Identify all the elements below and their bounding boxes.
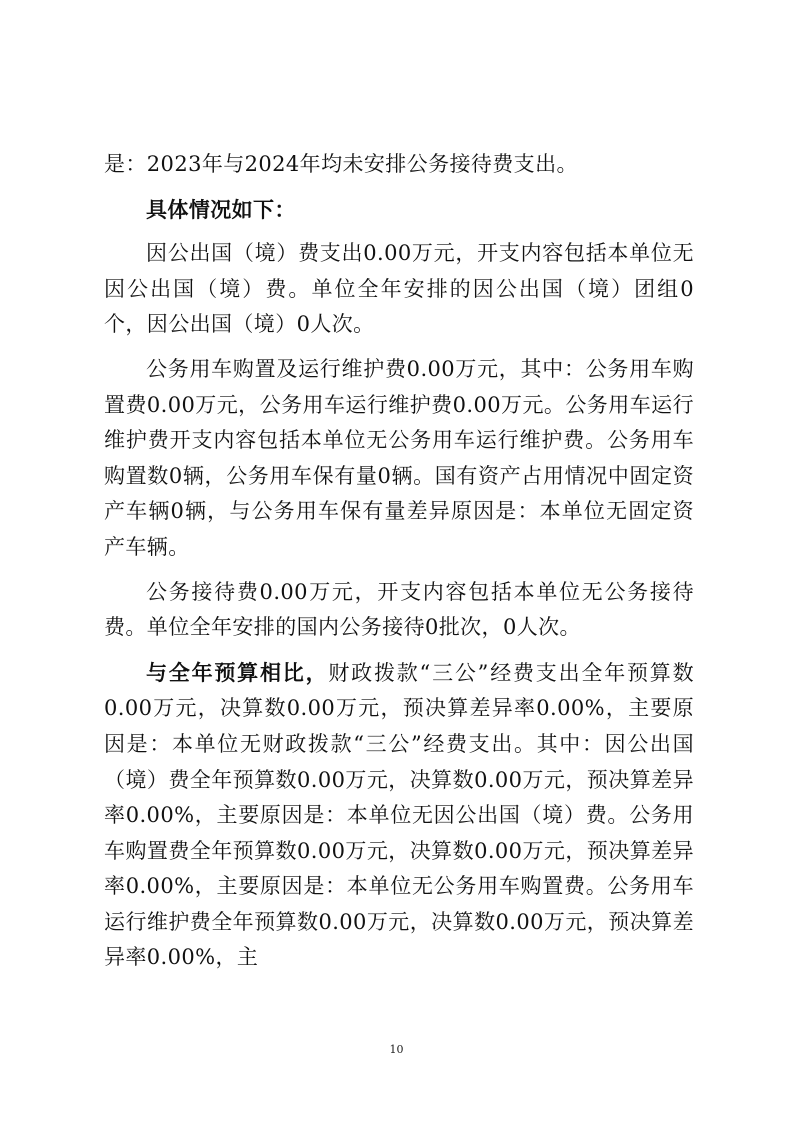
budget-comparison-text: 财政拨款“三公”经费支出全年预算数0.00万元，决算数0.00万元，预决算差异率0.00%，主要原因是：本单位无财政拨款“三公”经费支出。其中：因公出国（境）费全年预算数0.00万元，决算数0.00万元，预决算差异率0.00%，主要原因是：本单位无因公出国（境）费。公务用车购置费全年预算数0.00万元，决算数0.00万元，预决算差异率0.00%，主要原因是：本单位无公务用车购置费。公务用车运行维护费全年预算数0.00万元，决算数0.00万元，预决算差异率0.00%，主 bbox=[104, 660, 694, 970]
page-number: 10 bbox=[389, 1043, 404, 1056]
budget-comparison-lead: 与全年预算相比， bbox=[146, 659, 329, 685]
paragraph-budget-comparison bbox=[104, 655, 694, 976]
paragraph-continuation: 是：2023年与2024年均未安排公务接待费支出。 bbox=[104, 152, 578, 176]
paragraph-official-vehicles: 公务用车购置及运行维护费0.00万元，其中：公务用车购置费0.00万元，公务用车运行维护费0.00万元。公务用车运行维护费开支内容包括本单位无公务用车运行维护费。公务用车购置数0辆，公务用车保有量0辆。国有资产占用情况中固定资产车辆0辆，与公务用车保有量差异原因是：本单位无固定资产车辆。 bbox=[104, 356, 694, 559]
document-body bbox=[104, 147, 694, 976]
paragraph-official-reception: 公务接待费0.00万元，开支内容包括本单位无公务接待费。单位全年安排的国内公务接待0批次，0人次。 bbox=[104, 579, 694, 640]
paragraph-overseas-travel: 因公出国（境）费支出0.00万元，开支内容包括本单位无因公出国（境）费。单位全年安排的因公出国（境）团组0个，因公出国（境）0人次。 bbox=[104, 241, 694, 337]
section-heading: 具体情况如下： bbox=[146, 196, 296, 222]
